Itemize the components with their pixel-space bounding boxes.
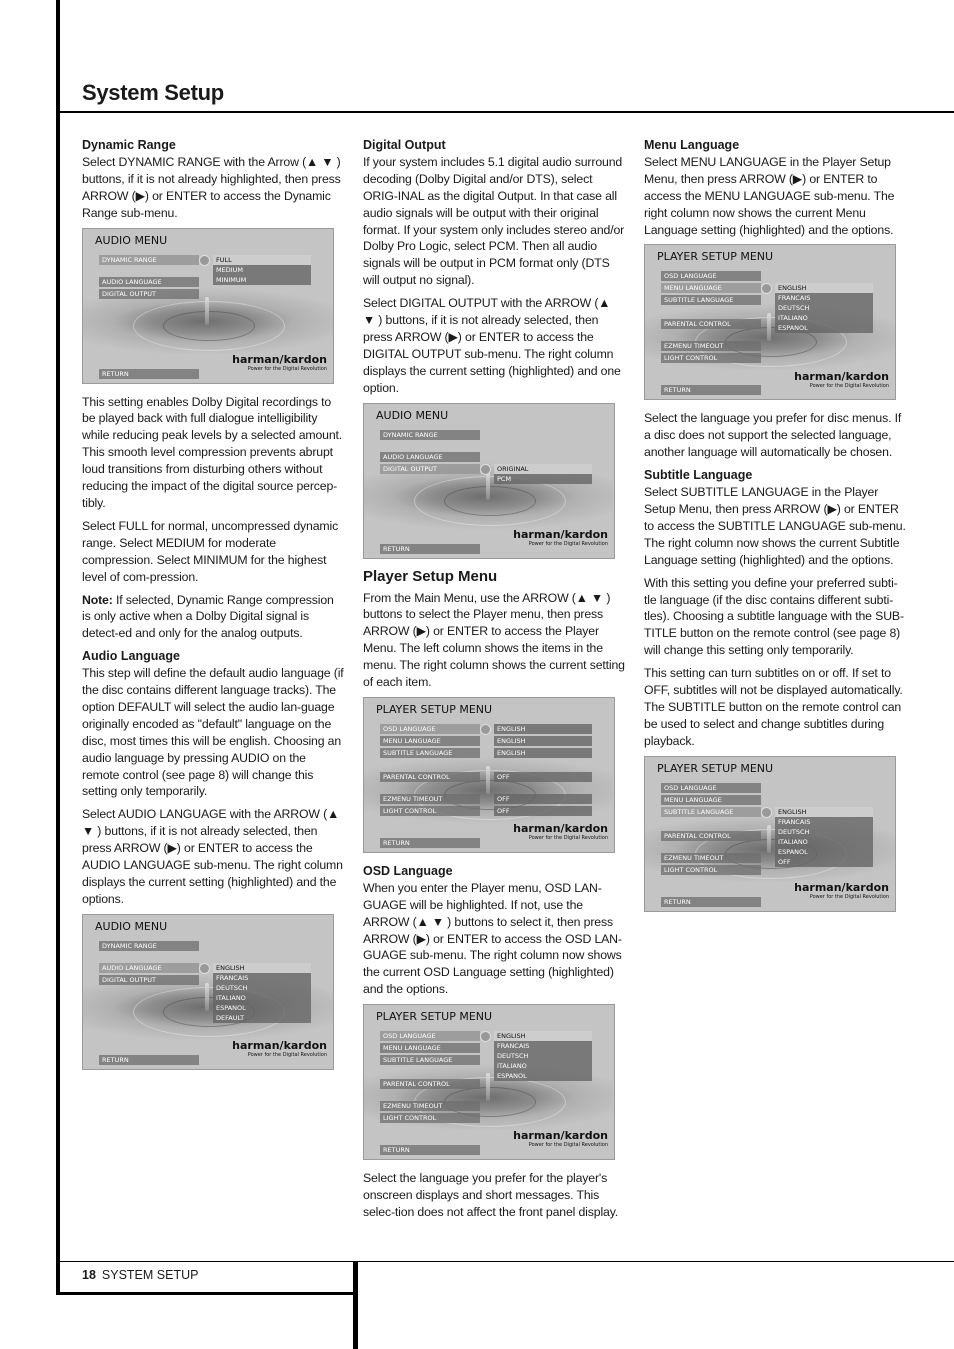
osd-menu-item: LIGHT CONTROL: [380, 806, 480, 816]
osd-screenshot-digital-output: [363, 403, 615, 559]
osd-menu-title: PLAYER SETUP MENU: [376, 702, 493, 716]
osd-screenshot-dynamic-range: [82, 228, 334, 384]
osd-return-item: RETURN: [380, 544, 480, 554]
osd-menu-item: SUBTITLE LANGUAGE: [380, 748, 480, 758]
osd-option: ESPANOL: [494, 1071, 592, 1081]
heading-osd-language: OSD Language: [363, 863, 453, 878]
brand-tagline: Power for the Digital Revolution: [247, 1051, 327, 1058]
paragraph: Select AUDIO LANGUAGE with the ARROW (▲ ▼ ) buttons, if it is not already selected, then press ARROW (▶) or ENTER to access the AUDIO LANGUAGE sub-menu. The right column displays the current setting (highlighted) and the options.: [82, 807, 343, 906]
brand-tagline: Power for the Digital Revolution: [247, 365, 327, 372]
osd-selector-knob: [199, 255, 210, 266]
osd-selector-knob: [480, 464, 491, 475]
brand-logo: harman/kardon: [513, 1129, 608, 1143]
osd-option: FULL: [213, 255, 311, 265]
osd-option: ITALIANO: [494, 1061, 592, 1071]
heading-player-setup-menu: Player Setup Menu: [363, 567, 498, 585]
column-2: [363, 137, 625, 1227]
osd-option: ESPANOL: [213, 1003, 311, 1013]
paragraph: Select FULL for normal, uncompressed dynamic range. Select MEDIUM for moderate compression. Select MINIMUM for the highest level of com-pression.: [82, 518, 339, 584]
left-rule: [56, 0, 60, 1294]
osd-menu-title: PLAYER SETUP MENU: [657, 250, 774, 264]
paragraph: This step will define the default audio language (if the disc contains different language tracks). The option DEFAULT will select the audio lan-guage originally encoded as "default" language on the disc, most times this will be english. Choosing an audio language by pressing AUDIO on the remote control (see page 8) will change this setting only temporarily.: [82, 666, 344, 799]
osd-menu-title: PLAYER SETUP MENU: [657, 761, 774, 775]
header-rule: [56, 111, 954, 113]
osd-option: ORIGINAL: [494, 464, 592, 474]
osd-menu-item: EZMENU TIMEOUT: [380, 1101, 480, 1111]
brand-tagline: Power for the Digital Revolution: [809, 893, 889, 900]
osd-option: DEUTSCH: [775, 827, 873, 837]
osd-option: ENGLISH: [213, 963, 311, 973]
osd-option: PCM: [494, 474, 592, 484]
paragraph: This setting can turn subtitles on or off. If set to OFF, subtitles will not be displayed automatically. The SUBTITLE button on the remote control can be used to select and change subtitles during playback.: [644, 666, 903, 748]
footer-section: SYSTEM SETUP: [101, 1268, 199, 1282]
osd-option: DEUTSCH: [494, 1051, 592, 1061]
ripple-ring: [163, 311, 255, 341]
water-drop: [486, 472, 490, 500]
paragraph: Select DYNAMIC RANGE with the Arrow (▲ ▼ ) buttons, if it is not already highlighted, then press ARROW (▶) or ENTER to access the Dynamic Range sub-menu.: [82, 154, 341, 220]
osd-menu-item: LIGHT CONTROL: [661, 865, 761, 875]
osd-screenshot-player-setup: [363, 697, 615, 853]
osd-menu-item: OSD LANGUAGE: [380, 1031, 480, 1041]
osd-option: OFF: [494, 772, 592, 782]
page-number: 18: [82, 1268, 96, 1282]
brand-tagline: Power for the Digital Revolution: [528, 540, 608, 547]
osd-menu-item: DYNAMIC RANGE: [99, 941, 199, 951]
note-paragraph: [82, 592, 344, 643]
paragraph: Select the language you prefer for the player's onscreen displays and short messages. This selec-tion does not affect the front panel display.: [363, 1171, 619, 1219]
osd-option: ESPANOL: [775, 847, 873, 857]
osd-return-item: RETURN: [99, 369, 199, 379]
heading-dynamic-range: Dynamic Range: [82, 138, 176, 152]
osd-screenshot-subtitle-language: [644, 756, 896, 912]
column-1: [82, 137, 344, 1080]
osd-option: DEFAULT: [213, 1013, 311, 1023]
brand-logo: harman/kardon: [794, 880, 889, 894]
osd-menu-item: AUDIO LANGUAGE: [99, 963, 199, 973]
osd-return-item: RETURN: [99, 1055, 199, 1065]
osd-screenshot-audio-language: [82, 914, 334, 1070]
osd-option: ENGLISH: [494, 1031, 592, 1041]
paragraph: When you enter the Player menu, OSD LAN-GUAGE will be highlighted. If not, use the ARROW (▲ ▼ ) buttons to select it, then press ARROW (▶) or ENTER to access the OSD LAN-GUAGE sub-menu. The right column now shows the current OSD Language setting (highlighted) and the options.: [363, 880, 622, 997]
osd-menu-item: OSD LANGUAGE: [661, 271, 761, 281]
osd-menu-item: MENU LANGUAGE: [380, 1043, 480, 1053]
osd-menu-item: EZMENU TIMEOUT: [661, 341, 761, 351]
water-drop: [486, 766, 490, 794]
osd-option: ENGLISH: [494, 736, 592, 746]
footer-rule: [56, 1261, 954, 1262]
osd-option: FRANCAIS: [494, 1041, 592, 1051]
osd-option: MINIMUM: [213, 275, 311, 285]
osd-selector-knob: [761, 283, 772, 294]
osd-menu-item: MENU LANGUAGE: [380, 736, 480, 746]
osd-menu-item: SUBTITLE LANGUAGE: [661, 295, 761, 305]
osd-return-item: RETURN: [661, 385, 761, 395]
paragraph: Select MENU LANGUAGE in the Player Setup Menu, then press ARROW (▶) or ENTER to access the MENU LANGUAGE sub-menu. The right column now shows the current Menu Language setting (highlighted) and the options.: [644, 154, 895, 237]
osd-option: OFF: [494, 806, 592, 816]
osd-menu-item: EZMENU TIMEOUT: [380, 794, 480, 804]
osd-menu-item: AUDIO LANGUAGE: [380, 452, 480, 462]
water-drop: [205, 983, 209, 1011]
osd-option: OFF: [494, 794, 592, 804]
osd-menu-title: AUDIO MENU: [95, 919, 168, 933]
osd-option: ITALIANO: [775, 837, 873, 847]
column-3: [644, 137, 906, 922]
osd-menu-item: DYNAMIC RANGE: [380, 430, 480, 440]
osd-menu-item: PARENTAL CONTROL: [380, 772, 480, 782]
osd-menu-item: DIGITAL OUTPUT: [380, 464, 480, 474]
osd-menu-item: OSD LANGUAGE: [661, 783, 761, 793]
osd-option: MEDIUM: [213, 265, 311, 275]
paragraph: From the Main Menu, use the ARROW (▲ ▼ ) buttons to select the Player menu, then press ARROW (▶) or ENTER to access the Player Menu. The left column shows the items in the menu. The right column shows the current setting of each item.: [363, 590, 625, 690]
page-footer: [82, 1268, 198, 1282]
osd-menu-item: DIGITAL OUTPUT: [99, 289, 199, 299]
brand-logo: harman/kardon: [794, 369, 889, 383]
osd-menu-item: DIGITAL OUTPUT: [99, 975, 199, 985]
heading-menu-language: Menu Language: [644, 138, 740, 152]
osd-option: DEUTSCH: [775, 303, 873, 313]
osd-menu-item: SUBTITLE LANGUAGE: [380, 1055, 480, 1065]
osd-screenshot-menu-language: [644, 244, 896, 400]
brand-logo: harman/kardon: [513, 527, 608, 541]
heading-subtitle-language: Subtitle Language: [644, 468, 753, 483]
osd-option: ITALIANO: [775, 313, 873, 323]
osd-option: ENGLISH: [494, 748, 592, 758]
osd-menu-item: PARENTAL CONTROL: [380, 1079, 480, 1089]
brand-tagline: Power for the Digital Revolution: [528, 1142, 608, 1149]
osd-screenshot-osd-language: [363, 1004, 615, 1160]
osd-option: ENGLISH: [775, 283, 873, 293]
osd-menu-title: PLAYER SETUP MENU: [376, 1010, 493, 1024]
osd-menu-item: LIGHT CONTROL: [380, 1113, 480, 1123]
osd-selector-knob: [480, 724, 491, 735]
paragraph: If your system includes 5.1 digital audio surround decoding (Dolby Digital and/or DTS), select ORIG-INAL as the digital Output. In that case all audio signals will be output with their original format. If your system only includes stereo and/or Dolby Pro Logic, select PCM. Then all audio signals will be output in PCM format only (DTS will output no signal).: [363, 154, 625, 288]
heading-digital-output: Digital Output: [363, 138, 446, 152]
brand-tagline: Power for the Digital Revolution: [528, 835, 608, 842]
footer-vertical-rule: [353, 1262, 358, 1349]
osd-menu-item: EZMENU TIMEOUT: [661, 853, 761, 863]
osd-menu-item: DYNAMIC RANGE: [99, 255, 199, 265]
brand-tagline: Power for the Digital Revolution: [809, 382, 889, 389]
osd-return-item: RETURN: [380, 1145, 480, 1155]
brand-logo: harman/kardon: [232, 352, 327, 366]
ripple-ring: [444, 486, 536, 516]
footer-box-rule: [56, 1292, 358, 1295]
osd-selector-knob: [480, 1031, 491, 1042]
paragraph: This setting enables Dolby Digital recordings to be played back with full dialogue intelligibility while reducing peak levels by a selected amount. This smooth level compression prevents abrupt loud transitions from disturbing others without reducing the impact of the digital source percep-tibly.: [82, 394, 343, 510]
note-text: If selected, Dynamic Range compression is only active when a Dolby Digital signal is detect-ed and only for the analog outputs.: [82, 592, 334, 641]
osd-menu-item: MENU LANGUAGE: [661, 795, 761, 805]
osd-menu-item: PARENTAL CONTROL: [661, 831, 761, 841]
osd-option: FRANCAIS: [775, 817, 873, 827]
heading-audio-language: Audio Language: [82, 649, 180, 664]
paragraph: Select DIGITAL OUTPUT with the ARROW (▲ ▼ ) buttons, if it is not already selected, then press ARROW (▶) or ENTER to access the DIGITAL OUTPUT sub-menu. The right column displays the current setting (highlighted) and one option.: [363, 296, 621, 395]
osd-return-item: RETURN: [380, 838, 480, 848]
page-title: System Setup: [82, 80, 224, 105]
osd-menu-item: AUDIO LANGUAGE: [99, 277, 199, 287]
water-drop: [205, 297, 209, 325]
water-drop: [767, 825, 771, 853]
osd-menu-item: LIGHT CONTROL: [661, 353, 761, 363]
brand-logo: harman/kardon: [513, 822, 608, 836]
paragraph: Select SUBTITLE LANGUAGE in the Player Setup Menu, then press ARROW (▶) or ENTER to access the SUBTITLE LANGUAGE sub-menu. The right column now shows the current Subtitle Language setting (highlighted) and the options.: [644, 485, 906, 567]
osd-menu-title: AUDIO MENU: [376, 408, 449, 422]
osd-menu-item: MENU LANGUAGE: [661, 283, 761, 293]
note-label: Note:: [82, 592, 113, 607]
osd-menu-item: PARENTAL CONTROL: [661, 319, 761, 329]
osd-menu-item: OSD LANGUAGE: [380, 724, 480, 734]
osd-option: ESPANOL: [775, 323, 873, 333]
water-drop: [486, 1073, 490, 1101]
osd-option: ENGLISH: [494, 724, 592, 734]
osd-option: OFF: [775, 857, 873, 867]
brand-logo: harman/kardon: [232, 1038, 327, 1052]
osd-option: ITALIANO: [213, 993, 311, 1003]
osd-option: DEUTSCH: [213, 983, 311, 993]
paragraph: With this setting you define your preferred subti-tle language (if the disc contains different subti-tles). Choosing a subtitle language with the SUB-TITLE button on the remote control (see page 8) will change this setting only temporarily.: [644, 575, 904, 658]
osd-menu-item: SUBTITLE LANGUAGE: [661, 807, 761, 817]
osd-return-item: RETURN: [661, 897, 761, 907]
osd-option: ENGLISH: [775, 807, 873, 817]
paragraph: Select the language you prefer for disc menus. If a disc does not support the selected language, another language will automatically be chosen.: [644, 411, 902, 460]
osd-selector-knob: [199, 963, 210, 974]
osd-selector-knob: [761, 807, 772, 818]
osd-option: FRANCAIS: [775, 293, 873, 303]
water-drop: [767, 313, 771, 341]
osd-option: FRANCAIS: [213, 973, 311, 983]
osd-menu-title: AUDIO MENU: [95, 233, 168, 247]
